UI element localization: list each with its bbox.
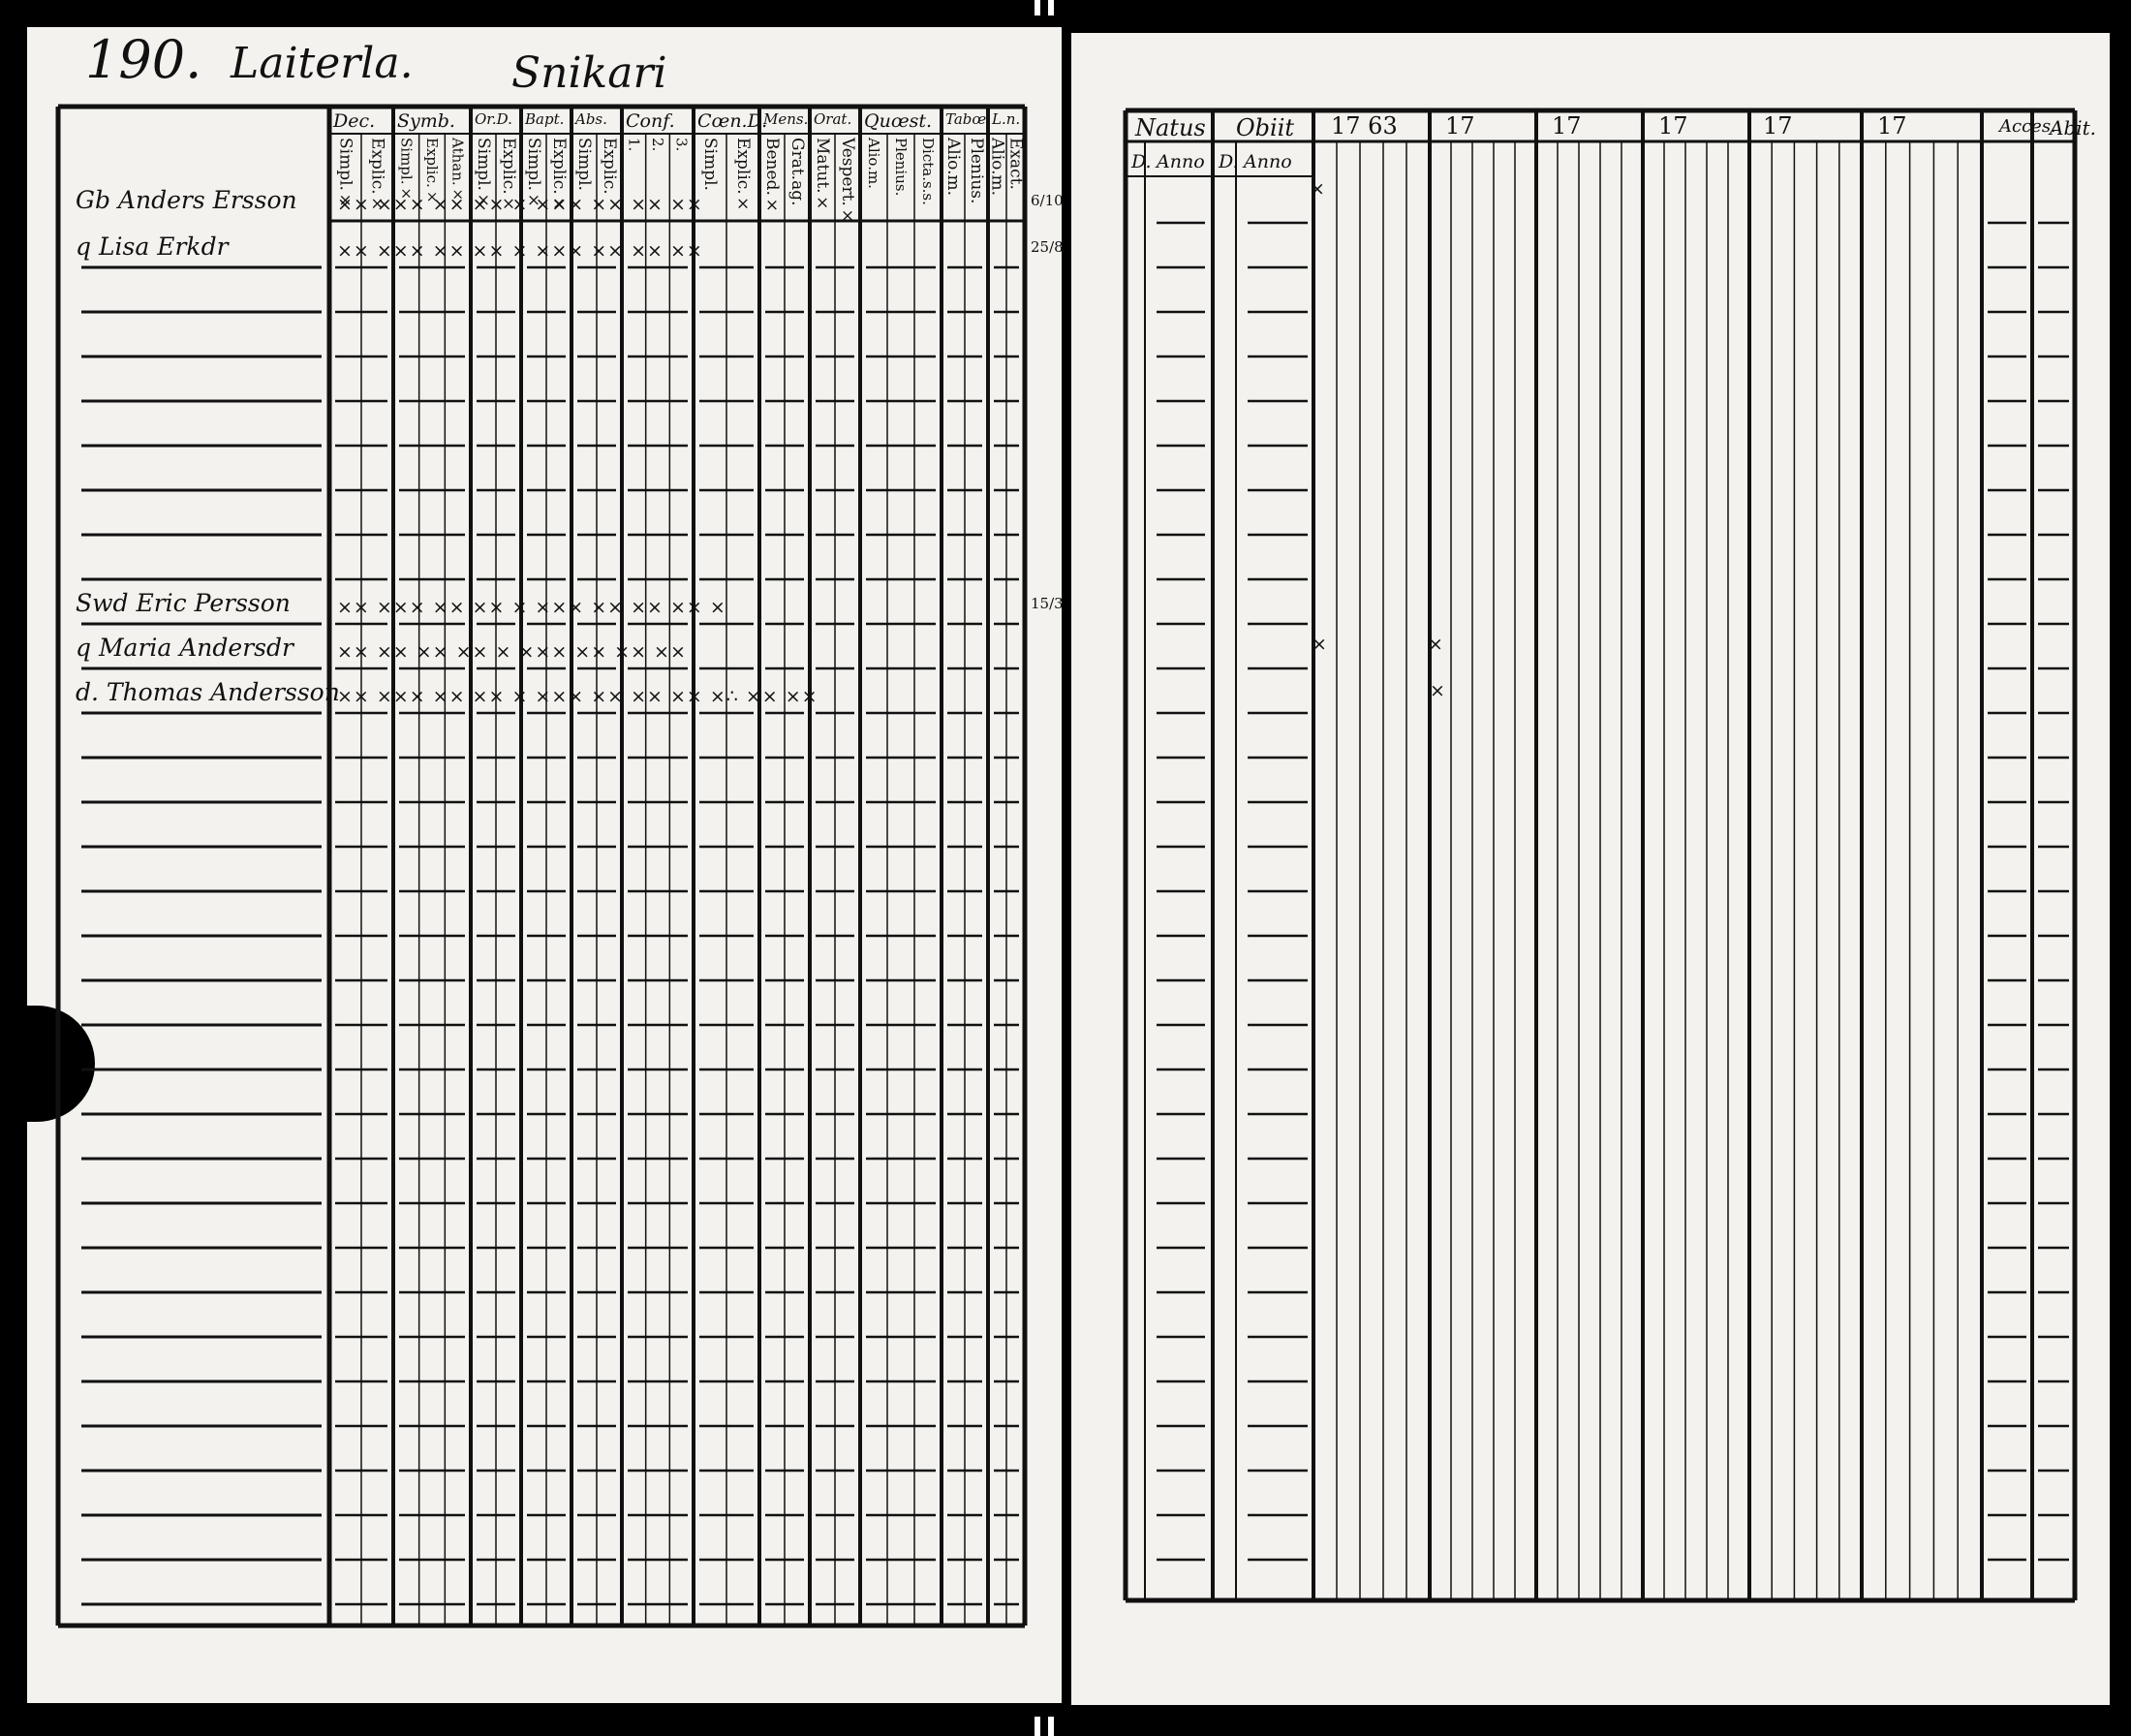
natus-day-header: D.: [1131, 151, 1152, 172]
spine-mark-bottom: [1035, 1717, 1040, 1736]
abiit-header: Abit.: [2050, 116, 2097, 140]
catechism-marks: ×× ×× ×× ×× × ××× ×× ×× ××: [337, 641, 687, 663]
year-header-1: 17 63: [1331, 112, 1398, 140]
column-sub-header: Explic.×: [499, 138, 518, 214]
obiit-day-header: D.: [1219, 151, 1239, 172]
column-group-header: Dec.: [333, 110, 376, 132]
birth-day-note: 6/10: [1031, 192, 1064, 209]
column-group-header: Bapt.: [525, 110, 565, 128]
left-page: [27, 27, 1062, 1703]
catechism-marks: ×× ××× ×× ×× × ××× ×× ×× ××: [337, 194, 703, 215]
accessit-header: Acces.: [1999, 116, 2056, 137]
village-name: Laiterla.: [231, 39, 414, 88]
column-sub-header: Simpl.×: [335, 138, 355, 210]
person-name: Swd Eric Persson: [76, 589, 291, 617]
column-group-header: Orat.: [814, 110, 852, 128]
right-ruled-grid: [1071, 33, 2110, 1705]
catechism-marks: ×× ××× ×× ×× × ××× ×× ×× ××: [337, 240, 703, 262]
column-group-header: Abs.: [575, 110, 607, 128]
column-group-header: Tabœ.: [945, 110, 991, 128]
column-group-header: Or.D.: [475, 110, 512, 128]
column-sub-header: Plenius.: [967, 138, 986, 204]
page-number: 190.: [85, 29, 202, 90]
column-group-header: L.n.: [992, 110, 1021, 128]
column-sub-header: 2.: [649, 138, 666, 152]
column-sub-header: Alio.m.: [943, 138, 963, 197]
spine-mark-top-2: [1048, 0, 1054, 16]
column-sub-header: Explic.×: [423, 138, 441, 205]
catechism-marks: ×× ××× ×× ×× × ××× ×× ×× ×× ×: [337, 597, 726, 618]
column-sub-header: Simpl.×: [474, 138, 493, 210]
left-ruled-grid: [27, 27, 1062, 1703]
column-sub-header: Alio.m.: [987, 138, 1007, 197]
natus-anno-header: Anno: [1157, 151, 1205, 172]
attendance-mark: ×: [1428, 634, 1444, 655]
column-sub-header: Plenius.: [892, 138, 910, 197]
right-page: [1071, 33, 2110, 1705]
attendance-mark: ×: [1312, 634, 1328, 655]
attendance-mark: ×: [1310, 178, 1326, 200]
column-group-header: Quœst.: [864, 110, 933, 132]
attendance-mark: ×: [1430, 680, 1446, 701]
column-sub-header: 1.: [625, 138, 643, 152]
person-name: Gb Anders Ersson: [76, 186, 297, 214]
year-header-4: 17: [1658, 112, 1688, 140]
column-group-header: Conf.: [626, 110, 675, 132]
person-name: d. Thomas Andersson: [76, 678, 340, 706]
column-sub-header: Explic.×: [733, 138, 753, 214]
year-header-2: 17: [1445, 112, 1475, 140]
column-sub-header: Matut.×: [813, 138, 832, 213]
column-sub-header: Explic.: [600, 138, 619, 195]
column-sub-header: Simpl.: [574, 138, 594, 191]
farm-name: Snikari: [511, 48, 667, 98]
column-sub-header: Simpl.: [700, 138, 720, 191]
person-name: q Lisa Erkdr: [76, 232, 229, 261]
column-sub-header: Explic.×: [367, 138, 387, 214]
year-header-3: 17: [1552, 112, 1582, 140]
spine-mark-top: [1035, 0, 1040, 16]
obiit-header: Obiit: [1236, 114, 1295, 141]
catechism-marks: ×× ××× ×× ×× × ××× ×× ×× ×× ×∴ ×× ××: [337, 686, 818, 707]
birth-day-note: 25/8: [1031, 238, 1064, 256]
birth-day-note: 15/3: [1031, 595, 1064, 612]
column-sub-header: Grat.ag.: [788, 138, 807, 206]
column-sub-header: Simpl.×: [397, 138, 416, 202]
column-sub-header: Athan.×: [448, 138, 467, 203]
spine-mark-bottom-2: [1048, 1717, 1054, 1736]
column-group-header: Mens.: [763, 110, 809, 128]
column-group-header: Symb.: [397, 110, 455, 132]
column-sub-header: Simpl.×: [524, 138, 543, 210]
obiit-anno-header: Anno: [1244, 151, 1292, 172]
year-header-5: 17: [1763, 112, 1793, 140]
column-sub-header: 3.: [672, 138, 691, 152]
column-group-header: Cœn.D.: [697, 110, 768, 132]
person-name: q Maria Andersdr: [76, 634, 293, 662]
column-sub-header: Bened.×: [762, 138, 782, 215]
column-sub-header: Dicta.s.s.: [919, 138, 937, 205]
year-header-6: 17: [1877, 112, 1907, 140]
column-sub-header: Vespert.×: [838, 138, 857, 226]
natus-header: Natus: [1135, 114, 1206, 141]
column-sub-header: Alio.m.: [865, 138, 882, 189]
column-sub-header: Explic.×: [549, 138, 569, 214]
column-sub-header: Exact.: [1005, 138, 1026, 190]
